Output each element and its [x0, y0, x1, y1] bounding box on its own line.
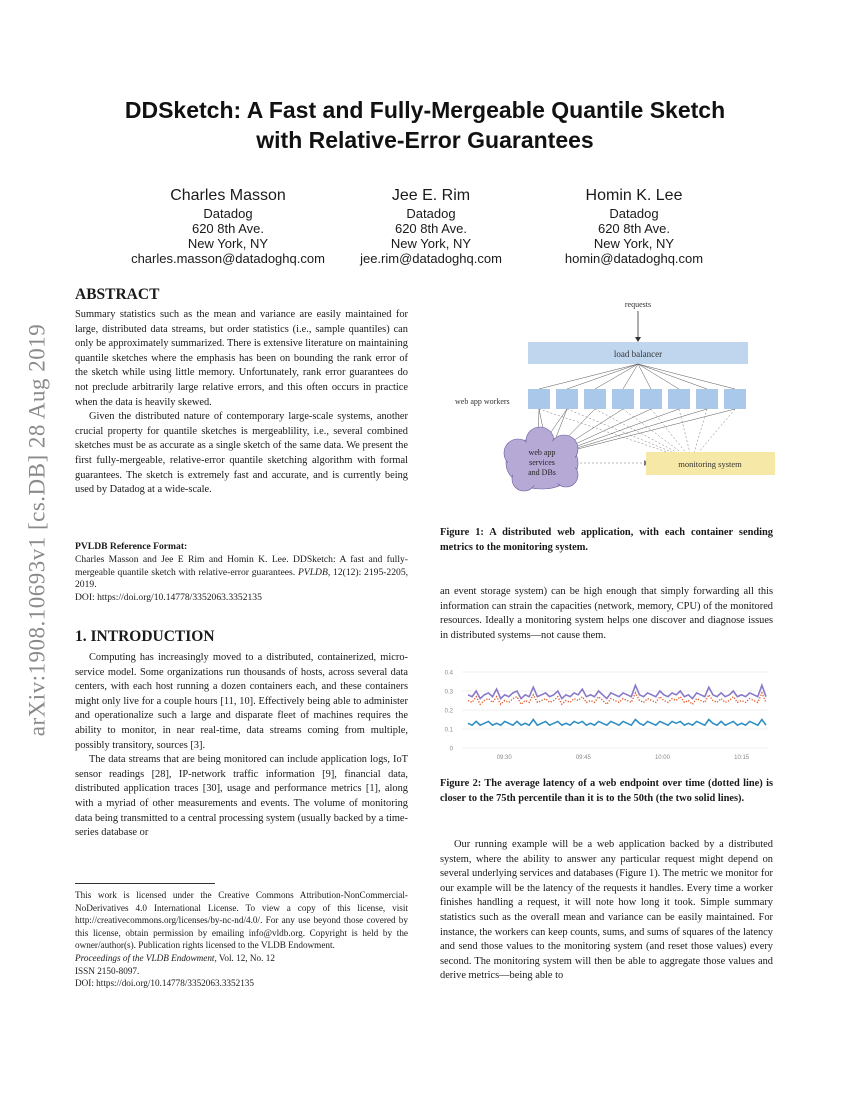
- worker-box: [584, 389, 606, 409]
- services-label-3: and DBs: [528, 468, 556, 477]
- y-tick-label: 0.4: [444, 670, 453, 677]
- author-block-2: [340, 186, 522, 266]
- pvldb-volume: , 12(12): 2195-2205, 2019.: [75, 566, 409, 591]
- series-line: [468, 685, 766, 698]
- y-tick-label: 0: [449, 746, 453, 753]
- y-tick-label: 0.1: [444, 727, 453, 734]
- chart-grid: [462, 672, 768, 748]
- abstract-heading: ABSTRACT: [75, 286, 160, 303]
- x-tick-label: 09:30: [496, 755, 512, 761]
- arxiv-stamp-text: arXiv:1908.10693v1 [cs.DB] 28 Aug 2019: [24, 323, 49, 737]
- worker-box: [556, 389, 578, 409]
- worker-box: [724, 389, 746, 409]
- author-block-3: [534, 186, 734, 266]
- author-street: 620 8th Ave.: [191, 221, 265, 236]
- author-name: Homin K. Lee: [585, 187, 683, 204]
- arxiv-stamp: [22, 290, 52, 770]
- figure-2-caption: Figure 2: The average latency of a web endpoint over time (dotted line) is closer to the 75th percentile than it is to the 50th (the two solid lines).: [440, 778, 773, 804]
- author-block-1: [108, 186, 348, 266]
- intro-paragraph-1: Computing has increasingly moved to a distributed, containerized, micro-service model. Some organizations run thousands of hosts, across several data centers, with each host running a dozen containers each, and these containers might only live for a couple hours [11, 10]. Effectively being able to administer and operationalize such a large and disparate fleet of machines requires the ability to monitor, in near real-time, data streams coming from multiple, possibly transitory, sources [3].: [75, 652, 408, 751]
- introduction-body: [75, 651, 408, 841]
- pvldb-reference: [75, 541, 408, 605]
- x-tick-label: 09:45: [575, 755, 591, 761]
- abstract-paragraph-1: Summary statistics such as the mean and variance are easily maintained for large, distributed data streams, but order statistics (i.e., sample quantiles) can only be approximately summarized. There is extensive literature on maintaining quantile sketches where the emphasis has been on bounding the rank error of the sketch while using little memory. Unfortunately, rank error guarantees do not preclude arbitrarily large relative errors, and this often occurs in practice when the data is heavily skewed.: [75, 309, 408, 408]
- title-line-1: DDSketch: A Fast and Fully-Mergeable Quantile Sketch: [124, 97, 726, 123]
- issn-line: ISSN 2150-8097.: [75, 965, 140, 976]
- monitoring-system-label: monitoring system: [678, 459, 742, 469]
- author-org: Datadog: [406, 206, 456, 221]
- author-org: Datadog: [609, 206, 659, 221]
- author-street: 620 8th Ave.: [597, 221, 671, 236]
- title-line-2: with Relative-Error Guarantees: [256, 127, 594, 153]
- author-email[interactable]: homin@datadoghq.com: [564, 251, 704, 266]
- worker-box: [668, 389, 690, 409]
- requests-label: requests: [624, 300, 652, 309]
- intro-paragraph-2: The data streams that are being monitored can include application logs, IoT sensor readings [28], IP-network traffic information [9], financial data, distributed application traces [30], usage and performance metrics [1], along with a myriad of other measurements and events. The volume of monitoring data being transmitted to a central processing system (usually backed by a time-series database or: [75, 754, 408, 839]
- abstract-body: [75, 308, 408, 498]
- services-label-2: services: [529, 458, 555, 467]
- author-name: Charles Masson: [170, 187, 286, 204]
- author-name: Jee E. Rim: [391, 187, 471, 204]
- author-city: New York, NY: [390, 236, 472, 251]
- worker-box: [696, 389, 718, 409]
- author-email[interactable]: charles.masson@datadoghq.com: [131, 251, 325, 266]
- lb-to-worker-links: [539, 364, 735, 389]
- right-column-paragraph-1: [440, 585, 773, 643]
- chart-x-ticks: [497, 755, 750, 761]
- x-tick-label: 10:00: [654, 755, 670, 761]
- proceedings-volume: Vol. 12, No. 12: [216, 952, 275, 963]
- services-label-1: web app: [528, 448, 556, 457]
- pvldb-journal: PVLDB: [297, 566, 328, 578]
- proceedings-line: [75, 952, 408, 965]
- author-org: Datadog: [203, 206, 253, 221]
- chart-y-ticks: [445, 671, 454, 753]
- author-city: New York, NY: [593, 236, 675, 251]
- author-street: 620 8th Ave.: [394, 221, 468, 236]
- paper-title: [60, 95, 790, 155]
- worker-box: [528, 389, 550, 409]
- right-paragraph-1: an event storage system) can be high enough that simply forwarding all this information can strain the capacities (network, memory, CPU) of the monitored resources. Ideally a monitoring system helps one discover and diagnose issues in distributed systems—not cause them.: [440, 586, 773, 641]
- worker-boxes: [528, 389, 746, 409]
- worker-box: [612, 389, 634, 409]
- footnote-rule: [75, 883, 215, 884]
- x-tick-label: 10:15: [734, 755, 750, 761]
- introduction-heading: 1. INTRODUCTION: [75, 628, 215, 645]
- abstract-paragraph-2: Given the distributed nature of contemporary large-scale systems, another crucial property for quantile sketches is mergeablility, i.e., several combined sketches must be as accurate as a single sketch of the same data. We present the first fully-mergeable, relative-error quantile sketching algorithm with formal guarantees. The sketch is extremely fast and accurate, and is currently being used by Datadog at a wide-scale.: [75, 411, 408, 496]
- figure-1-caption: Figure 1: A distributed web application, with each container sending metrics to the monitoring system.: [440, 527, 773, 553]
- series-line: [468, 720, 766, 726]
- license-text: This work is licensed under the Creative Commons Attribution-NonCommercial-NoDerivatives 4.0 International License. To view a copy of this license, visit http://creativecommons.org/licenses/by-nc-nd/4.0/. For any use beyond those covered by this license, obtain permission by emailing info@vldb.org. Copyright is held by the owner/author(s). Publication rights licensed to the VLDB Endowment.: [75, 890, 408, 951]
- series-line: [468, 693, 766, 704]
- pvldb-heading: PVLDB Reference Format:: [75, 541, 188, 552]
- pvldb-citation: [75, 554, 408, 592]
- footnote-doi[interactable]: DOI: https://doi.org/10.14778/3352063.3352135: [75, 978, 254, 989]
- figure-2-chart: [440, 662, 773, 766]
- worker-box: [640, 389, 662, 409]
- y-tick-label: 0.3: [444, 689, 453, 696]
- proceedings-title: Proceedings of the VLDB Endowment,: [75, 952, 217, 963]
- load-balancer-label: load balancer: [613, 349, 663, 359]
- right-paragraph-2: Our running example will be a web application backed by a distributed system, where the ability to answer any particular request might depend on several underlying services and databases (Figure 1). The metric we monitor for our example will be the latency of the requests it handles. Every time a worker finishes handling a request, it will note how long it took. Simple summary statistics such as the overall mean and variance can be easily maintained. For instance, the workers can keep counts, sums, and sums of squares of the latency and send those values to the monitoring system (and reset those values) every second. The monitoring system will then be able to aggregate those values and derive metrics—being able to: [440, 839, 773, 982]
- requests-arrow-head: [635, 337, 641, 342]
- author-city: New York, NY: [187, 236, 269, 251]
- license-footnote: [75, 889, 408, 990]
- author-email[interactable]: jee.rim@datadoghq.com: [360, 251, 502, 266]
- figure-1-diagram: [440, 295, 790, 495]
- pvldb-citation-text: Charles Masson and Jee E Rim and Homin K. Lee. DDSketch: A fast and fully-mergeable quantile sketch with relative-error guarantees.: [75, 553, 408, 578]
- pvldb-doi[interactable]: DOI: https://doi.org/10.14778/3352063.3352135: [75, 592, 262, 604]
- right-column-paragraph-2: [440, 838, 773, 984]
- y-tick-label: 0.2: [444, 708, 453, 715]
- workers-label: web app workers: [455, 397, 510, 406]
